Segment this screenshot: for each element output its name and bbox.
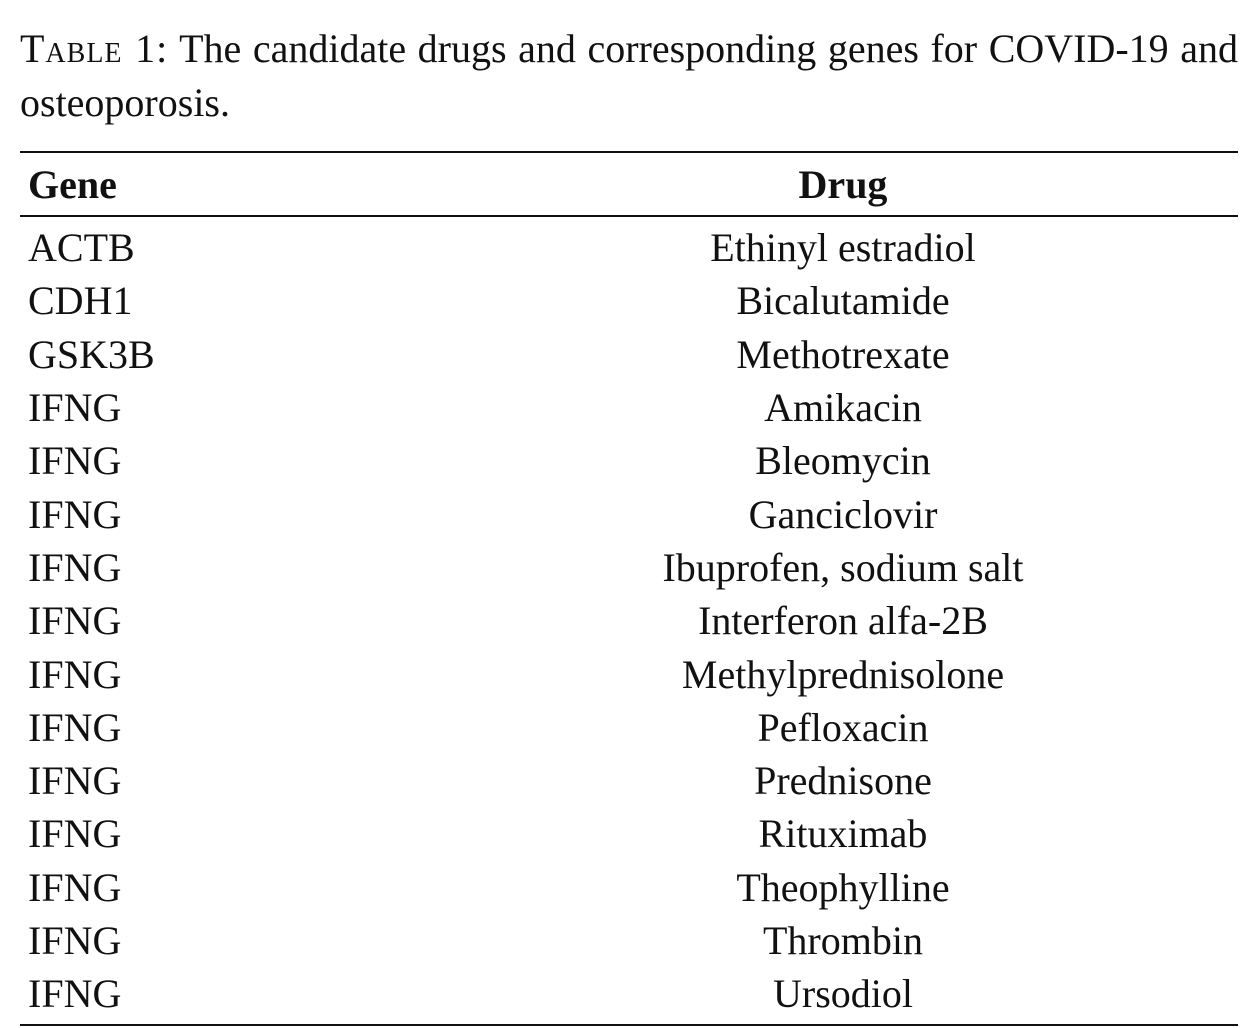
gene-cell: IFNG: [28, 598, 122, 644]
gene-cell: IFNG: [28, 651, 122, 697]
table-row: [20, 215, 1238, 274]
drug-cell: Bleomycin: [755, 438, 931, 484]
gene-cell: GSK3B: [28, 331, 155, 377]
gene-cell: IFNG: [28, 704, 122, 750]
gene-cell: IFNG: [28, 438, 122, 484]
gene-cell: IFNG: [28, 758, 122, 804]
drug-cell: Thrombin: [763, 918, 923, 963]
drug-cell: Ursodiol: [773, 971, 913, 1017]
caption-text: The candidate drugs and corresponding genes for COVID-19 and osteoporosis.: [20, 26, 1239, 125]
table-row: [20, 967, 1238, 1020]
table-header-row: [20, 153, 1238, 215]
gene-cell: IFNG: [28, 918, 122, 963]
drug-cell: Prednisone: [754, 758, 932, 804]
drug-cell: Ganciclovir: [748, 491, 938, 537]
gene-cell: IFNG: [28, 491, 122, 537]
drug-cell: Interferon alfa-2B: [698, 598, 988, 644]
table-caption: [20, 22, 1238, 130]
table-row: [20, 328, 1238, 381]
drug-cell: Methotrexate: [736, 331, 950, 377]
table-bottom-rule: [20, 1024, 1238, 1026]
column-header-drug: Drug: [798, 161, 888, 207]
caption-label: Table 1:: [20, 26, 169, 71]
table-row: [20, 754, 1238, 807]
gene-cell: ACTB: [28, 225, 135, 271]
gene-cell: IFNG: [28, 385, 122, 431]
table-row: [20, 701, 1238, 754]
column-header-gene: Gene: [28, 161, 117, 207]
table-row: [20, 434, 1238, 487]
table-body: [20, 215, 1238, 1020]
gene-drug-table: [20, 153, 1238, 1020]
drug-cell: Methylprednisolone: [681, 651, 1005, 697]
drug-cell: Theophylline: [736, 864, 950, 910]
gene-cell: IFNG: [28, 864, 122, 910]
table-row: [20, 594, 1238, 647]
drug-cell: Rituximab: [758, 811, 928, 857]
table-row: [20, 487, 1238, 540]
table-row: [20, 861, 1238, 914]
gene-cell: IFNG: [28, 971, 122, 1017]
table-row: [20, 274, 1238, 327]
table-row: [20, 381, 1238, 434]
table-row: [20, 647, 1238, 700]
table-row: [20, 807, 1238, 860]
drug-cell: Ethinyl estradiol: [710, 225, 976, 271]
gene-cell: CDH1: [28, 278, 133, 324]
gene-cell: IFNG: [28, 811, 122, 857]
drug-cell: Bicalutamide: [736, 278, 950, 324]
drug-cell: Ibuprofen, sodium salt: [662, 544, 1024, 590]
drug-cell: Amikacin: [764, 385, 922, 431]
table-row: [20, 914, 1238, 967]
gene-cell: IFNG: [28, 544, 122, 590]
drug-cell: Pefloxacin: [757, 704, 929, 750]
table-row: [20, 541, 1238, 594]
